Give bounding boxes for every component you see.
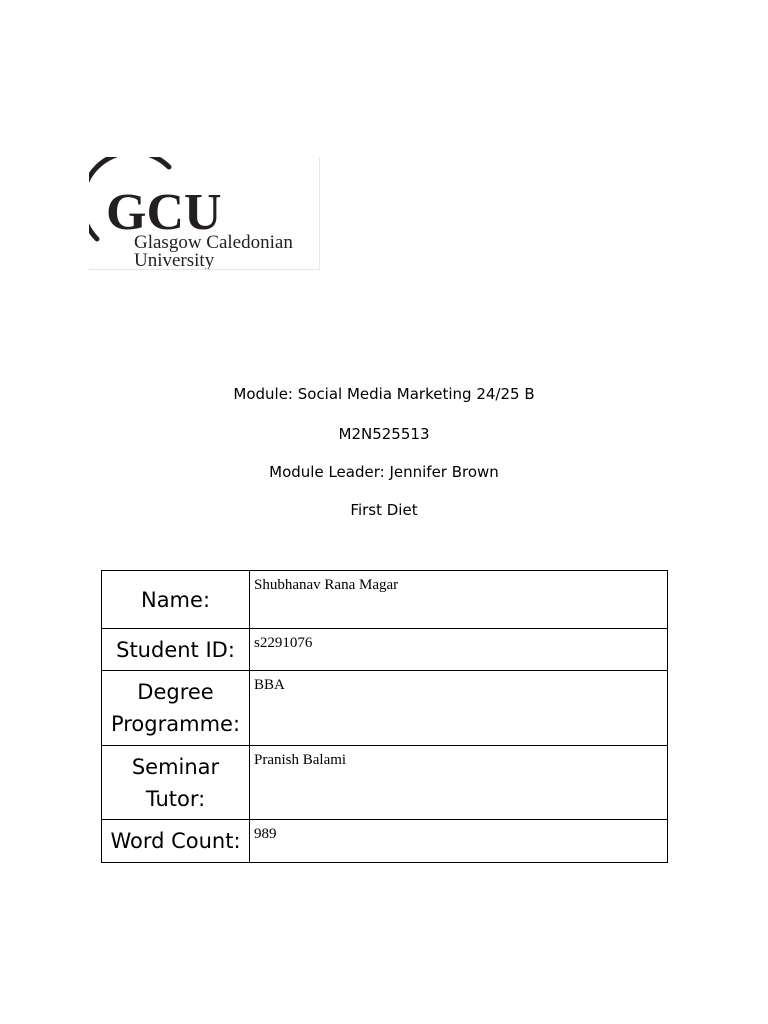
word-count-label: Word Count: <box>102 820 250 863</box>
logo-name-line1: Glasgow Caledonian <box>134 232 293 253</box>
name-value: Shubhanav Rana Magar <box>250 571 668 629</box>
seminar-tutor-label: Seminar Tutor: <box>102 746 250 820</box>
name-label: Name: <box>102 571 250 629</box>
module-leader: Module Leader: Jennifer Brown <box>269 463 499 481</box>
diet: First Diet <box>350 501 418 519</box>
table-row-seminar-tutor <box>102 746 668 820</box>
table-row-name <box>102 571 668 629</box>
logo-abbreviation: GCU <box>106 184 222 241</box>
degree-programme-value: BBA <box>250 671 668 746</box>
table-row-student-id <box>102 629 668 671</box>
student-id-label: Student ID: <box>102 629 250 671</box>
gcu-logo <box>89 157 320 270</box>
student-details-table <box>101 570 668 863</box>
word-count-value: 989 <box>250 820 668 863</box>
table-row-degree-programme <box>102 671 668 746</box>
logo-name-line2: University <box>134 250 215 269</box>
module-code: M2N525513 <box>338 425 430 443</box>
table-row-word-count <box>102 820 668 863</box>
gcu-logo-graphic <box>89 157 319 269</box>
degree-programme-label: Degree Programme: <box>102 671 250 746</box>
seminar-tutor-value: Pranish Balami <box>250 746 668 820</box>
student-id-value: s2291076 <box>250 629 668 671</box>
module-title: Module: Social Media Marketing 24/25 B <box>233 385 535 403</box>
